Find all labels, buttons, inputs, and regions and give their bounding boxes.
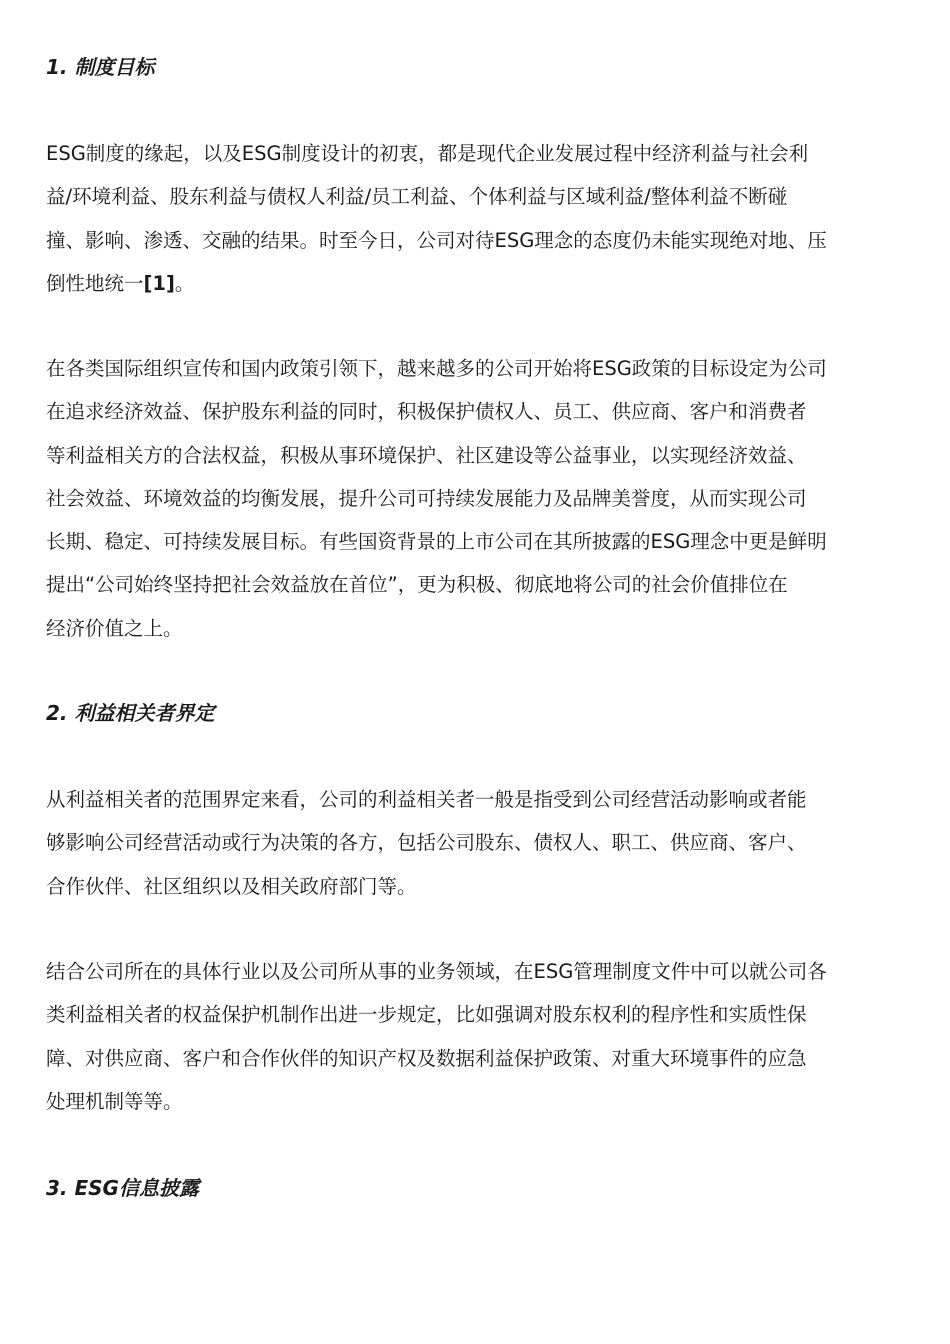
paragraph-esg-origin (46, 132, 908, 305)
text-line: 在追求经济效益、保护股东利益的同时，积极保护债权人、员工、供应商、客户和消费者 (46, 400, 807, 424)
section-heading-1: 1. 制度目标 (46, 55, 155, 79)
text-line: 结合公司所在的具体行业以及公司所从事的业务领域，在ESG管理制度文件中可以就公司各 (46, 960, 827, 983)
text-line: ESG制度的缘起，以及ESG制度设计的初衷，都是现代企业发展过程中经济利益与社会利 (46, 142, 809, 165)
text-line: 从利益相关者的范围界定来看，公司的利益相关者一般是指受到公司经营活动影响或者能 (46, 788, 807, 811)
text-line: 合作伙伴、社区组织以及相关政府部门等。 (46, 874, 417, 898)
paragraph-stakeholder-protection (46, 950, 908, 1123)
text-line: 障、对供应商、客户和合作伙伴的知识产权及数据利益保护政策、对重大环境事件的应急 (46, 1046, 807, 1070)
section-heading-2: 2. 利益相关者界定 (46, 701, 215, 725)
text-segment: 倒性地统一 (46, 271, 144, 295)
text-line: 够影响公司经营活动或行为决策的各方，包括公司股东、债权人、职工、供应商、客户、 (46, 831, 807, 855)
text-line: 提出“公司始终坚持把社会效益放在首位”，更为积极、彻底地将公司的社会价值排位在 (46, 573, 788, 597)
text-line: 类利益相关者的权益保护机制作出进一步规定，比如强调对股东权利的程序性和实质性保 (46, 1003, 807, 1027)
text-line: 在各类国际组织宣传和国内政策引领下，越来越多的公司开始将ESG政策的目标设定为公司 (46, 357, 827, 380)
text-segment: 。 (174, 271, 195, 295)
text-line: 撞、影响、渗透、交融的结果。时至今日，公司对待ESG理念的态度仍未能实现绝对地、压 (46, 228, 827, 252)
text-line (46, 262, 908, 305)
section-heading-3: 3. ESG信息披露 (46, 1176, 199, 1200)
text-line: 社会效益、环境效益的均衡发展，提升公司可持续发展能力及品牌美誉度，从而实现公司 (46, 486, 807, 510)
text-line: 长期、稳定、可持续发展目标。有些国资背景的上市公司在其所披露的ESG理念中更是鲜明 (46, 530, 827, 554)
text-line: 经济价值之上。 (46, 616, 183, 640)
text-line: 益/环境利益、股东利益与债权人利益/员工利益、个体利益与区域利益/整体利益不断碰 (46, 185, 788, 209)
paragraph-esg-goals (46, 347, 908, 650)
text-line: 处理机制等等。 (46, 1089, 183, 1113)
citation-ref[interactable]: [1] (143, 271, 175, 295)
text-line: 等利益相关方的合法权益，积极从事环境保护、社区建设等公益事业，以实现经济效益、 (46, 443, 807, 467)
paragraph-stakeholder-scope (46, 778, 908, 908)
